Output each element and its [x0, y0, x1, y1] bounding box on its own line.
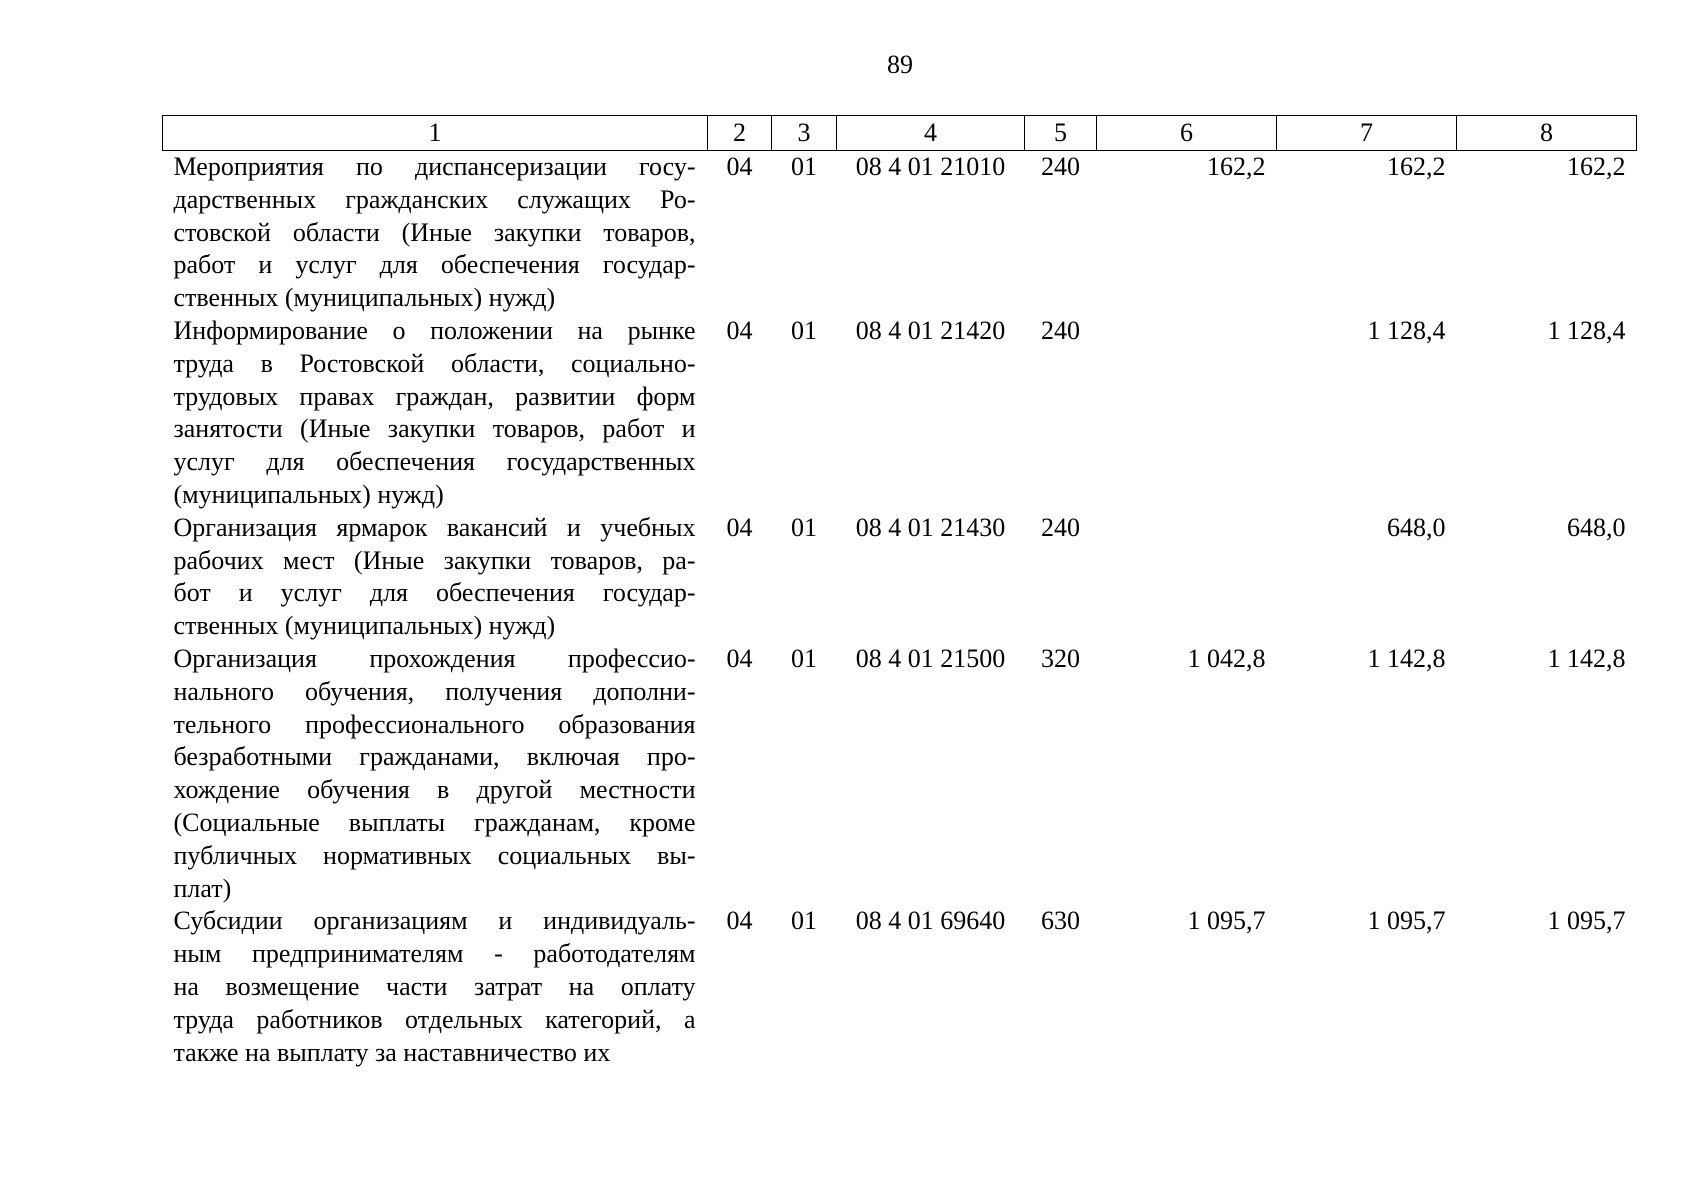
row-name-line: Организация прохождения профессио- — [173, 643, 696, 673]
subsection-code-cell: 01 — [791, 152, 817, 181]
subsection-code-cell: 01 — [791, 512, 817, 542]
column-header-7: 7 — [1277, 116, 1457, 151]
table-row — [163, 151, 1637, 315]
column-header-2: 2 — [708, 116, 772, 151]
amount-col8-cell: 1 095,7 — [1547, 906, 1626, 936]
column-header-3: 3 — [772, 116, 837, 151]
row-name-line: дарственных гражданских служащих Ро- — [173, 184, 696, 214]
row-name-line: ственных (муниципальных) нужд) — [173, 611, 556, 641]
expense-type-cell: 240 — [1041, 315, 1080, 345]
column-header-8: 8 — [1457, 116, 1637, 151]
amount-col8-cell: 162,2 — [1567, 152, 1626, 181]
row-name-line: на возмещение части затрат на оплату — [173, 971, 696, 1001]
expense-type-cell: 240 — [1041, 512, 1080, 542]
row-name-line: тельного профессионального образования — [173, 709, 696, 739]
row-name-line: Организация ярмарок вакансий и учебных — [173, 512, 696, 542]
amount-col8-cell: 648,0 — [1567, 512, 1626, 542]
subsection-code-cell: 01 — [791, 643, 817, 673]
amount-col6-cell: 162,2 — [1207, 152, 1266, 181]
column-header-6: 6 — [1097, 116, 1277, 151]
table-row — [163, 315, 1637, 512]
amount-col8-cell: 1 142,8 — [1547, 643, 1626, 673]
row-name-line: Информирование о положении на рынке — [173, 315, 696, 345]
row-name-line: также на выплату за наставничество их — [173, 1037, 611, 1067]
column-header-4: 4 — [837, 116, 1025, 151]
table-row — [163, 512, 1637, 643]
amount-col7-cell: 648,0 — [1387, 512, 1446, 542]
table-row — [163, 905, 1637, 1069]
amount-col6-cell — [1097, 315, 1277, 512]
expense-type-cell: 630 — [1041, 906, 1080, 936]
target-article-cell: 08 4 01 69640 — [855, 906, 1006, 936]
row-name-line: (Социальные выплаты гражданам, кроме — [173, 807, 696, 837]
column-header-5: 5 — [1025, 116, 1097, 151]
row-name-cell — [163, 905, 708, 1069]
row-name-line: работ и услуг для обеспечения государ- — [173, 250, 696, 280]
section-code-cell: 04 — [726, 643, 753, 673]
target-article-cell: 08 4 01 21430 — [855, 512, 1006, 542]
header-row — [163, 116, 1637, 151]
amount-col6-cell: 1 095,7 — [1187, 906, 1266, 936]
row-name-line: публичных нормативных социальных вы- — [173, 840, 696, 870]
row-name-line: труда работников отдельных категорий, а — [173, 1004, 696, 1034]
table-row — [163, 643, 1637, 905]
row-name-line: (муниципальных) нужд) — [173, 479, 444, 509]
amount-col6-cell — [1097, 512, 1277, 643]
row-name-line: безработными гражданами, включая про- — [173, 742, 696, 772]
target-article-cell: 08 4 01 21010 — [855, 152, 1006, 181]
section-code-cell: 04 — [726, 315, 753, 345]
amount-col6-cell: 1 042,8 — [1187, 643, 1266, 673]
row-name-line: трудовых правах граждан, развитии форм — [173, 381, 696, 411]
row-name-line: ным предпринимателям - работодателям — [173, 939, 696, 969]
row-name-line: занятости (Иные закупки товаров, работ и — [173, 414, 696, 444]
row-name-line: труда в Ростовской области, социально- — [173, 348, 696, 378]
subsection-code-cell: 01 — [791, 315, 817, 345]
row-name-cell — [163, 512, 708, 643]
row-name-line: стовской области (Иные закупки товаров, — [173, 217, 696, 247]
amount-col7-cell: 1 128,4 — [1367, 315, 1446, 345]
section-code-cell: 04 — [726, 152, 753, 181]
expense-type-cell: 320 — [1041, 643, 1080, 673]
section-code-cell: 04 — [726, 906, 753, 936]
row-name-line: услуг для обеспечения государственных — [173, 447, 696, 477]
row-name-line: хождение обучения в другой местности — [173, 775, 696, 805]
row-name-line: рабочих мест (Иные закупки товаров, ра- — [173, 545, 696, 575]
amount-col7-cell: 162,2 — [1387, 152, 1446, 181]
row-name-line: плат) — [173, 873, 232, 903]
row-name-cell — [163, 643, 708, 905]
row-name-line: Мероприятия по диспансеризации госу- — [173, 152, 696, 181]
table-body — [163, 151, 1637, 1070]
column-header-1: 1 — [163, 116, 708, 151]
amount-col8-cell: 1 128,4 — [1547, 315, 1626, 345]
subsection-code-cell: 01 — [791, 906, 817, 936]
page-number: 89 — [887, 50, 913, 79]
row-name-line: ственных (муниципальных) нужд) — [173, 283, 556, 313]
budget-table — [162, 115, 1637, 1069]
target-article-cell: 08 4 01 21500 — [855, 643, 1006, 673]
table-header — [163, 116, 1637, 151]
amount-col7-cell: 1 095,7 — [1367, 906, 1446, 936]
amount-col7-cell: 1 142,8 — [1367, 643, 1446, 673]
expense-type-cell: 240 — [1041, 152, 1080, 181]
row-name-line: бот и услуг для обеспечения государ- — [173, 578, 696, 608]
section-code-cell: 04 — [726, 512, 753, 542]
row-name-cell — [163, 315, 708, 512]
target-article-cell: 08 4 01 21420 — [855, 315, 1006, 345]
row-name-cell — [163, 151, 708, 315]
row-name-line: Субсидии организациям и индивидуаль- — [173, 906, 696, 936]
row-name-line: нального обучения, получения дополни- — [173, 676, 696, 706]
